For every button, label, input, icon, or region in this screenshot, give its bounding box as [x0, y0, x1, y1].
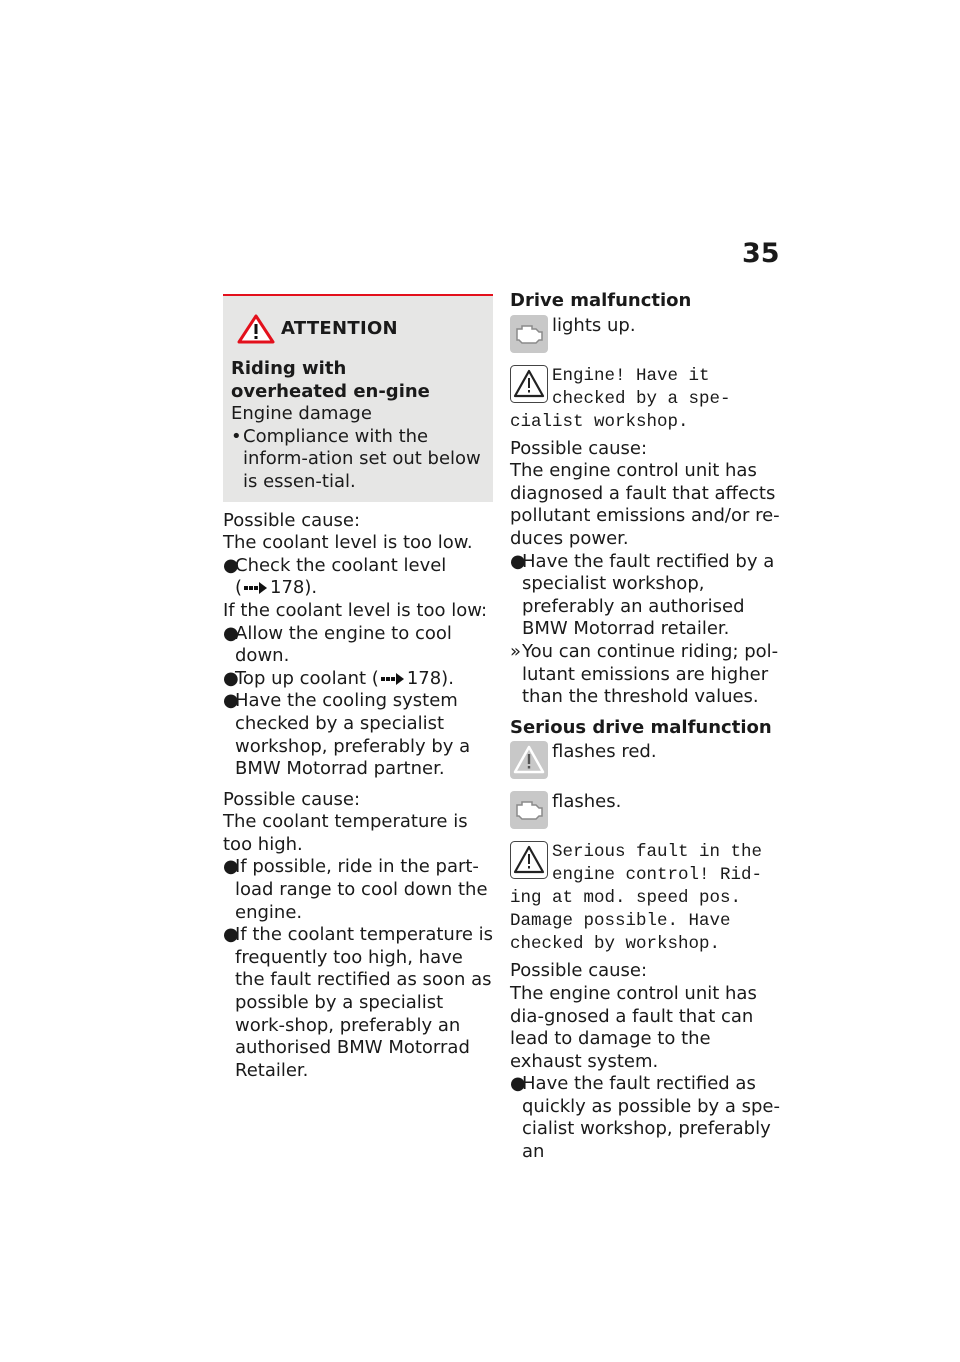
list-item: ● Check the coolant level ( 178).	[223, 554, 447, 599]
attention-label: ATTENTION	[281, 317, 398, 339]
display-message-line: checked by a spe-	[552, 388, 731, 409]
lights-up-text: lights up.	[552, 314, 636, 336]
display-message-line: Damage possible. Have	[510, 911, 731, 932]
cause-text: The engine control unit has diagnosed a fault that affects pollutant emissions and/or re-duces power.	[510, 460, 780, 549]
partload-text: If possible, ride in the part-load range to cool down the engine.	[235, 856, 488, 923]
list-item: » You can continue riding; pol-lutant emissions are higher than the threshold values.	[510, 640, 779, 708]
attention-box	[223, 294, 493, 502]
page-number: 35	[742, 238, 780, 269]
attention-bullet: • Compliance with the inform-ation set out below is essen-tial.	[231, 425, 481, 492]
left-column	[223, 294, 493, 1082]
general-warning-icon	[510, 741, 548, 779]
if-low-text: If the coolant level is too low:	[223, 599, 488, 621]
engine-check-icon	[510, 315, 548, 353]
display-message-line: Serious fault in the	[552, 842, 763, 863]
message-row	[510, 365, 785, 411]
display-message-line: engine control! Rid-	[552, 865, 763, 886]
flashes-text: flashes.	[552, 791, 622, 813]
display-message-line: checked by workshop.	[510, 934, 721, 955]
list-item: ● Allow the engine to cool down.	[223, 622, 452, 667]
cause2-label: Possible cause:	[510, 960, 648, 982]
list-item: ● If the coolant temperature is frequently too high, have the fault rectified as soon as possible by a specialist work-shop, preferably an authorised BMW Motorrad Retailer.	[223, 924, 494, 1081]
attention-header	[237, 314, 485, 344]
cause2-text: The engine control unit has dia-gnosed a fault that can lead to damage to the exhaust system.	[510, 982, 757, 1072]
continue-text: You can continue riding; pol-lutant emissions are higher than the threshold values.	[522, 640, 779, 708]
display-message-line: Engine! Have it	[552, 365, 710, 386]
list-item: ● If possible, ride in the part-load range to cool down the engine.	[223, 856, 488, 923]
top-up-ref[interactable]: 178).	[406, 667, 454, 689]
attention-bullet-text: Compliance with the inform-ation set out below is essen-tial.	[243, 425, 481, 492]
allow-cool-text: Allow the engine to cool down.	[235, 622, 452, 667]
warning-triangle-icon	[510, 365, 548, 403]
cause1-text: The coolant level is too low.	[223, 532, 473, 554]
cause2-text: The coolant temperature is too high.	[223, 811, 468, 855]
serious-malfunction-title: Serious drive malfunction	[510, 716, 772, 738]
top-up-text: Top up coolant (	[235, 667, 379, 689]
indicator-row	[510, 791, 785, 829]
have-checked-text: Have the cooling system checked by a specialist workshop, preferably by a BMW Motorrad partner.	[235, 690, 471, 780]
warning-triangle-icon	[510, 841, 548, 879]
frequently-text: If the coolant temperature is frequently too high, have the fault rectified as soon as possible by a specialist work-shop, preferably an authorised BMW Motorrad Retailer.	[235, 924, 494, 1081]
attention-consequence: Engine damage	[231, 403, 372, 425]
fault-rectified-text: Have the fault rectified by a specialist workshop, preferably an authorised BMW Motorrad retailer.	[522, 550, 775, 640]
page-reference-arrow-icon	[381, 672, 405, 686]
engine-check-icon	[510, 791, 548, 829]
attention-heading: Riding with overheated en-gine	[231, 358, 430, 402]
flashes-red-text: flashes red.	[552, 741, 657, 763]
warning-triangle-icon	[237, 314, 275, 344]
list-item: ● Have the fault rectified as quickly as possible by a spe-cialist workshop, preferably an	[510, 1073, 781, 1163]
message-row	[510, 841, 785, 887]
cause1-label: Possible cause:	[223, 509, 361, 531]
indicator-row	[510, 315, 785, 353]
cause2-label: Possible cause:	[223, 788, 361, 810]
cause-label: Possible cause:	[510, 437, 648, 459]
list-item: ● Top up coolant ( 178).	[223, 667, 454, 689]
list-item: ● Have the cooling system checked by a specialist workshop, preferably by a BMW Motorrad partner.	[223, 690, 471, 780]
indicator-row	[510, 741, 785, 779]
page-reference-arrow-icon	[244, 581, 268, 595]
check-level-ref[interactable]: 178).	[270, 577, 318, 599]
display-message-line: ing at mod. speed pos.	[510, 888, 742, 909]
list-item: ● Have the fault rectified by a specialist workshop, preferably an authorised BMW Motorrad retailer.	[510, 550, 775, 640]
fault2-text: Have the fault rectified as quickly as possible by a spe-cialist workshop, preferably an	[522, 1073, 781, 1163]
drive-malfunction-title: Drive malfunction	[510, 290, 692, 311]
display-message-line: cialist workshop.	[510, 411, 689, 432]
check-level-text: Check the coolant level	[235, 554, 447, 576]
right-column	[510, 290, 785, 1164]
